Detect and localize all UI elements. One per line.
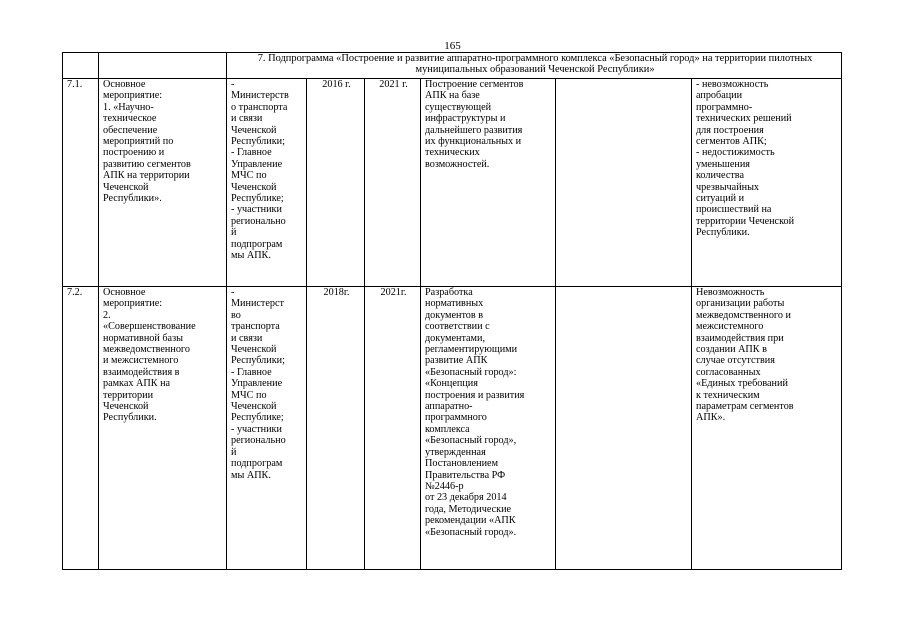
indicator-cell xyxy=(556,79,692,287)
row-number: 7.2. xyxy=(63,287,99,570)
activities-table xyxy=(62,52,842,570)
result-cell: Разработка нормативных документов в соответствии с документами, регламентирующими развитие АПК «Безопасный город»: «Концепция построения и развития аппаратно- программного комплекса «Безопасный город», утвержденная Постановлением Правительства РФ №2446-р от 23 декабря 2014 года, Методические рекомендации «АПК «Безопасный город». xyxy=(421,287,556,570)
table-row xyxy=(63,79,842,287)
page-number: 165 xyxy=(444,40,461,52)
start-year-cell: 2016 г. xyxy=(307,79,365,287)
executors-cell: - Министерств о транспорта и связи Чеченской Республики; - Главное Управление МЧС по Чеченской Республике; - участники региональнo й подпрограм мы АПК. xyxy=(227,79,307,287)
activity-cell: Основное мероприятие: 1. «Научно- техническое обеспечение мероприятий по построению и развитию сегментов АПК на территории Чеченской Республики». xyxy=(99,79,227,287)
table-row xyxy=(63,287,842,570)
subprogram-title: 7. Подпрограмма «Построение и развитие аппаратно-программного комплекса «Безопасный город» на территории пилотных муниципальных образований Чеченской Республики» xyxy=(227,53,842,79)
activity-cell: Основное мероприятие: 2. «Совершенствование нормативной базы межведомственного и межсистемного взаимодействия в рамках АПК на территории Чеченской Республики. xyxy=(99,287,227,570)
start-year-cell: 2018г. xyxy=(307,287,365,570)
subprogram-header-row xyxy=(63,53,842,79)
header-empty-cell xyxy=(99,53,227,79)
end-year-cell: 2021 г. xyxy=(365,79,421,287)
row-number: 7.1. xyxy=(63,79,99,287)
executors-cell: - Министерст во транспорта и связи Чеченской Республики; - Главное Управление МЧС по Чеченской Республике; - участники региональнo й подпрограм мы АПК. xyxy=(227,287,307,570)
indicator-cell xyxy=(556,287,692,570)
consequences-cell: Невозможность организации работы межведомственного и межсистемного взаимодействия при создании АПК в случае отсутствия согласованных «Единых требований к техническим параметрам сегментов АПК». xyxy=(692,287,842,570)
header-empty-cell xyxy=(63,53,99,79)
consequences-cell: - невозможность апробации программно- технических решений для построения сегментов АПК; - недостижимость уменьшения количества чрезвычайных ситуаций и происшествий на территории Чеченской Республики. xyxy=(692,79,842,287)
end-year-cell: 2021г. xyxy=(365,287,421,570)
result-cell: Построение сегментов АПК на базе существующей инфраструктуры и дальнейшего развития их функциональных и технических возможностей. xyxy=(421,79,556,287)
